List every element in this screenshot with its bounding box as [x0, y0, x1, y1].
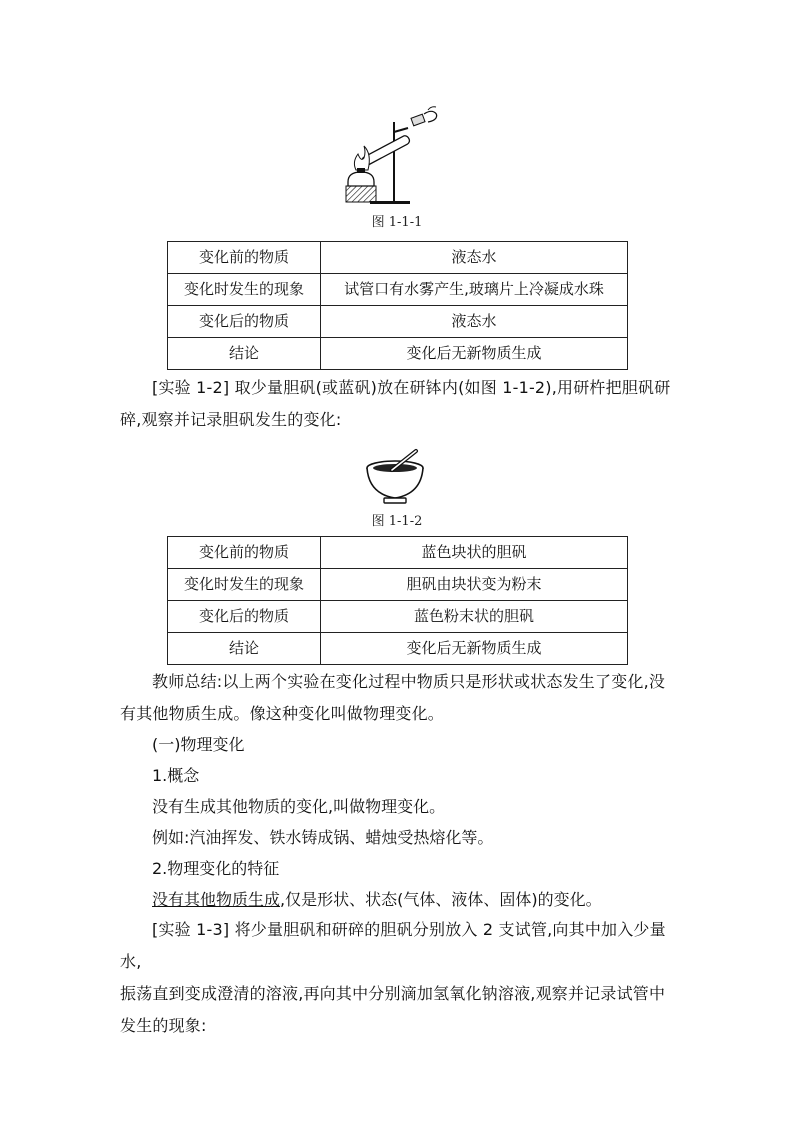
table-cell-value: 蓝色粉末状的胆矾 — [321, 601, 628, 633]
table-row — [168, 601, 628, 633]
table-cell-label: 变化时发生的现象 — [168, 569, 321, 601]
table-row — [168, 274, 628, 306]
table-cell-value: 液态水 — [321, 306, 628, 338]
figure-mortar-pestle — [0, 448, 794, 508]
item-1-definition: 没有生成其他物质的变化,叫做物理变化。 — [152, 797, 446, 816]
experiment-1-3-paragraph — [120, 914, 680, 1042]
figure-heating-apparatus — [0, 104, 794, 208]
experiment-1-table — [167, 241, 628, 370]
table-cell-value: 蓝色块状的胆矾 — [321, 537, 628, 569]
table-cell-label: 变化时发生的现象 — [168, 274, 321, 306]
table-cell-label: 变化前的物质 — [168, 242, 321, 274]
figure-1-caption: 图 1-1-1 — [371, 215, 423, 230]
table-row — [168, 306, 628, 338]
table-cell-value: 变化后无新物质生成 — [321, 338, 628, 370]
table-cell-label: 结论 — [168, 338, 321, 370]
paragraph-text-line: 发生的现象: — [120, 1016, 207, 1035]
mortar-pestle-illustration — [362, 448, 432, 508]
feature-text: ,仅是形状、状态(气体、液体、固体)的变化。 — [280, 890, 602, 909]
paragraph-text-line: 教师总结:以上两个实验在变化过程中物质只是形状或状态发生了变化,没 — [152, 672, 666, 691]
paragraph-text-line: 振荡直到变成澄清的溶液,再向其中分别滴加氢氧化钠溶液,观察并记录试管中 — [120, 984, 666, 1003]
table-cell-label: 变化后的物质 — [168, 306, 321, 338]
experiment-1-2-paragraph — [120, 372, 680, 436]
table-cell-label: 变化后的物质 — [168, 601, 321, 633]
paragraph-text: 取少量胆矾(或蓝矾)放在研钵内(如图 1-1-2),用研杵把胆矾研 — [229, 378, 671, 397]
teacher-summary-paragraph — [120, 666, 680, 730]
item-2-title: 2.物理变化的特征 — [152, 859, 280, 878]
item-2-feature — [152, 890, 602, 910]
table-cell-value: 变化后无新物质生成 — [321, 633, 628, 665]
experiment-tag: [实验 1-2] — [152, 378, 230, 397]
table-row — [168, 338, 628, 370]
table-cell-value: 胆矾由块状变为粉末 — [321, 569, 628, 601]
table-cell-value: 液态水 — [321, 242, 628, 274]
heating-apparatus-illustration — [342, 104, 452, 208]
table-cell-label: 变化前的物质 — [168, 537, 321, 569]
paragraph-text-line: 碎,观察并记录胆矾发生的变化: — [120, 410, 342, 429]
table-cell-label: 结论 — [168, 633, 321, 665]
figure-2-caption: 图 1-1-2 — [371, 514, 423, 529]
experiment-tag: [实验 1-3] — [152, 920, 230, 939]
table-row — [168, 242, 628, 274]
table-cell-value: 试管口有水雾产生,玻璃片上冷凝成水珠 — [321, 274, 628, 306]
table-row — [168, 633, 628, 665]
experiment-2-table — [167, 536, 628, 665]
paragraph-text-line: 有其他物质生成。像这种变化叫做物理变化。 — [120, 704, 445, 723]
underlined-key-phrase: 没有其他物质生成 — [152, 890, 281, 909]
item-1-title: 1.概念 — [152, 766, 200, 785]
table-row — [168, 569, 628, 601]
section-heading: (一)物理变化 — [152, 735, 245, 754]
paragraph-text: 将少量胆矾和研碎的胆矾分别放入 2 支试管,向其中加入少量水, — [120, 920, 666, 971]
item-1-example: 例如:汽油挥发、铁水铸成锅、蜡烛受热熔化等。 — [152, 828, 494, 847]
table-row — [168, 537, 628, 569]
